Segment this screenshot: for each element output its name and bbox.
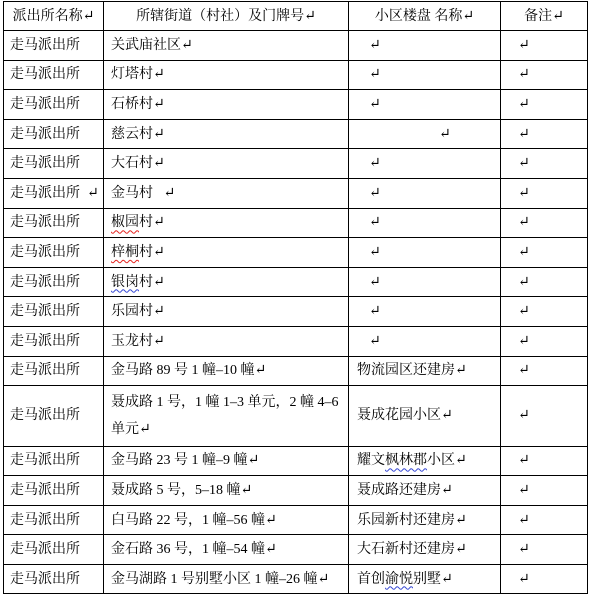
station-name-cell[interactable]: 走马派出所 — [4, 476, 104, 506]
community-name-cell[interactable]: ↵ — [349, 297, 501, 327]
community-text: 耀文 — [357, 453, 385, 469]
station-name-cell[interactable]: 走马派出所 — [4, 267, 104, 297]
station-name-cell[interactable]: 走马派出所 — [4, 31, 104, 61]
address-cell[interactable]: 石桥村↵ — [104, 90, 349, 120]
remark-cell[interactable]: ↵ — [501, 267, 588, 297]
community-text: 首创 — [357, 571, 385, 587]
police-jurisdiction-table — [3, 1, 588, 594]
address-cell[interactable]: 聂成路 5 号，5–18 幢↵ — [104, 476, 349, 506]
station-name-cell[interactable]: 走马派出所 — [4, 297, 104, 327]
community-text: 小区↵ — [427, 453, 467, 469]
community-name-cell[interactable]: 聂成路还建房↵ — [349, 476, 501, 506]
header-community-name[interactable]: 小区楼盘 名称↵ — [349, 2, 501, 31]
address-text: 村↵ — [139, 215, 165, 231]
remark-cell[interactable]: ↵ — [501, 178, 588, 208]
address-text: 村↵ — [139, 274, 165, 290]
community-name-cell[interactable]: ↵ — [349, 326, 501, 356]
address-text: 村↵ — [139, 244, 165, 260]
remark-cell[interactable]: ↵ — [501, 535, 588, 565]
header-station-name[interactable]: 派出所名称↵ — [4, 2, 104, 31]
table-row — [4, 267, 588, 297]
station-name-cell[interactable]: 走马派出所 — [4, 208, 104, 238]
remark-cell[interactable]: ↵ — [501, 297, 588, 327]
address-cell[interactable]: 关武庙社区↵ — [104, 31, 349, 61]
remark-cell[interactable]: ↵ — [501, 149, 588, 179]
table-row — [4, 446, 588, 476]
station-name-cell[interactable]: 走马派出所 — [4, 535, 104, 565]
community-name-cell[interactable]: ↵ — [349, 267, 501, 297]
community-name-cell[interactable]: 大石新村还建房↵ — [349, 535, 501, 565]
community-name-cell[interactable] — [349, 564, 501, 594]
address-cell[interactable]: 白马路 22 号，1 幢–56 幢↵ — [104, 505, 349, 535]
community-name-cell[interactable]: ↵ — [349, 208, 501, 238]
community-name-cell[interactable]: 物流园区还建房↵ — [349, 356, 501, 386]
address-cell[interactable]: 聂成路 1 号，1 幢 1–3 单元，2 幢 4–6 单元↵ — [104, 386, 349, 446]
address-cell[interactable]: 乐园村↵ — [104, 297, 349, 327]
station-name-cell[interactable]: 走马派出所 — [4, 386, 104, 446]
spelling-flagged-text[interactable]: 梓桐 — [111, 244, 139, 260]
table-row — [4, 208, 588, 238]
address-cell[interactable]: 金马湖路 1 号别墅小区 1 幢–26 幢↵ — [104, 564, 349, 594]
table-row — [4, 476, 588, 506]
address-cell[interactable]: 金石路 36 号，1 幢–54 幢↵ — [104, 535, 349, 565]
community-name-cell[interactable]: 乐园新村还建房↵ — [349, 505, 501, 535]
address-cell[interactable] — [104, 208, 349, 238]
address-cell[interactable] — [104, 238, 349, 268]
table-row — [4, 505, 588, 535]
community-name-cell[interactable]: ↵ — [349, 178, 501, 208]
table-row — [4, 535, 588, 565]
community-name-cell[interactable]: 聂成花园小区↵ — [349, 386, 501, 446]
station-name-cell[interactable]: 走马派出所 — [4, 505, 104, 535]
remark-cell[interactable]: ↵ — [501, 208, 588, 238]
address-cell[interactable]: 金马路 23 号 1 幢–9 幢↵ — [104, 446, 349, 476]
station-name-cell[interactable]: 走马派出所 — [4, 119, 104, 149]
community-name-cell[interactable]: ↵ — [349, 238, 501, 268]
community-name-cell[interactable]: ↵ — [349, 149, 501, 179]
community-name-cell[interactable]: ↵ — [349, 60, 501, 90]
remark-cell[interactable]: ↵ — [501, 386, 588, 446]
header-remark[interactable]: 备注↵ — [501, 2, 588, 31]
table-row — [4, 326, 588, 356]
table-row — [4, 31, 588, 61]
table-row — [4, 356, 588, 386]
community-name-cell[interactable]: ↵ — [349, 119, 501, 149]
remark-cell[interactable]: ↵ — [501, 476, 588, 506]
address-cell[interactable] — [104, 267, 349, 297]
remark-cell[interactable]: ↵ — [501, 119, 588, 149]
remark-cell[interactable]: ↵ — [501, 505, 588, 535]
table-row — [4, 178, 588, 208]
table-row — [4, 564, 588, 594]
remark-cell[interactable]: ↵ — [501, 564, 588, 594]
header-address[interactable]: 所辖街道（村社）及门牌号↵ — [104, 2, 349, 31]
address-cell[interactable]: 灯塔村↵ — [104, 60, 349, 90]
community-name-cell[interactable]: ↵ — [349, 31, 501, 61]
table-row — [4, 60, 588, 90]
address-cell[interactable]: 大石村↵ — [104, 149, 349, 179]
community-name-cell[interactable] — [349, 446, 501, 476]
station-name-cell[interactable]: 走马派出所 — [4, 149, 104, 179]
station-name-cell[interactable]: 走马派出所 — [4, 90, 104, 120]
grammar-flagged-text[interactable]: 渝悦 — [385, 571, 413, 587]
address-cell[interactable]: 金马路 89 号 1 幢–10 幢↵ — [104, 356, 349, 386]
station-name-cell[interactable]: 走马派出所 — [4, 356, 104, 386]
table-row — [4, 149, 588, 179]
table-row — [4, 238, 588, 268]
grammar-flagged-text[interactable]: 银岗 — [111, 274, 139, 290]
table-row — [4, 90, 588, 120]
grammar-flagged-text[interactable]: 枫林郡 — [385, 453, 427, 469]
table-row — [4, 119, 588, 149]
community-name-cell[interactable]: ↵ — [349, 90, 501, 120]
remark-cell[interactable]: ↵ — [501, 326, 588, 356]
station-name-cell[interactable]: 走马派出所 — [4, 238, 104, 268]
remark-cell[interactable]: ↵ — [501, 446, 588, 476]
station-name-cell[interactable]: 走马派出所 ↵ — [4, 178, 104, 208]
remark-cell[interactable]: ↵ — [501, 356, 588, 386]
community-text: 别墅↵ — [413, 571, 453, 587]
station-name-cell[interactable]: 走马派出所 — [4, 564, 104, 594]
table-row — [4, 386, 588, 446]
address-cell[interactable]: 玉龙村↵ — [104, 326, 349, 356]
table-row — [4, 297, 588, 327]
station-name-cell[interactable]: 走马派出所 — [4, 60, 104, 90]
remark-cell[interactable]: ↵ — [501, 60, 588, 90]
station-name-cell[interactable]: 走马派出所 — [4, 326, 104, 356]
header-row — [4, 2, 588, 31]
remark-cell[interactable]: ↵ — [501, 90, 588, 120]
station-name-cell[interactable]: 走马派出所 — [4, 446, 104, 476]
remark-cell[interactable]: ↵ — [501, 238, 588, 268]
spelling-flagged-text[interactable]: 椒园 — [111, 215, 139, 231]
address-cell[interactable]: 慈云村↵ — [104, 119, 349, 149]
remark-cell[interactable]: ↵ — [501, 31, 588, 61]
address-cell[interactable]: 金马村 ↵ — [104, 178, 349, 208]
